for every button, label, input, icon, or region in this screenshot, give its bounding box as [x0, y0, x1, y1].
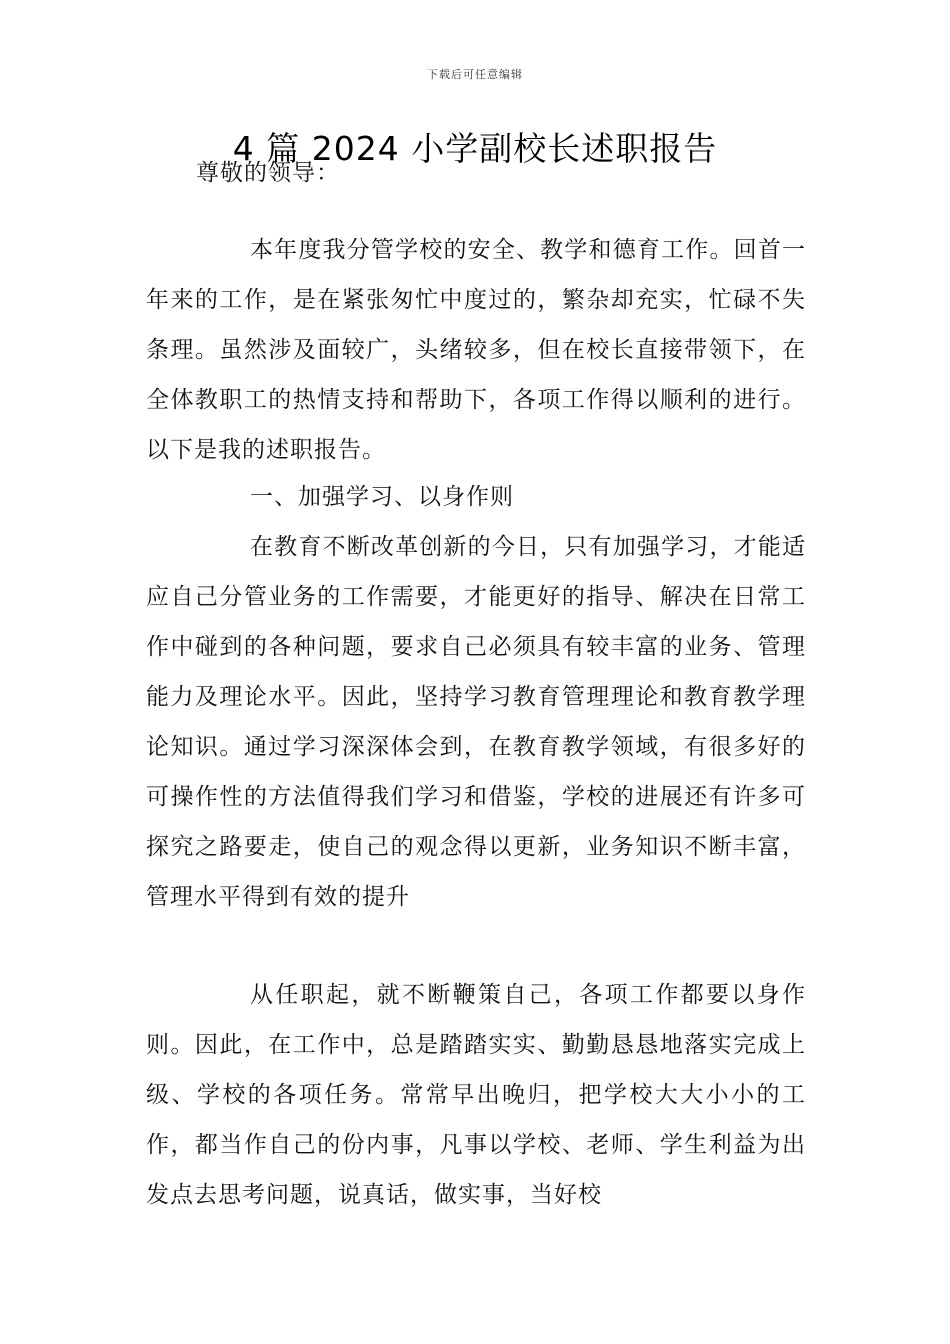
paragraph-intro: 本年度我分管学校的安全、教学和德育工作。回首一年来的工作，是在紧张匆忙中度过的，繁杂却充实，忙碌不失条理。虽然涉及面较广，头绪较多，但在校长直接带领下，在全体教职工的热情支持和帮助下，各项工作得以顺利的进行。以下是我的述职报告。 [146, 237, 806, 463]
document-title: 4 篇 2024 小学副校长述职报告 [232, 129, 718, 168]
greeting: 尊敬的领导： [196, 160, 340, 186]
page-header-note: 下载后可任意编辑 [427, 68, 523, 81]
paragraph-example: 从任职起，就不断鞭策自己，各项工作都要以身作则。因此，在工作中，总是踏踏实实、勤勤恳恳地落实完成上级、学校的各项任务。常常早出晚归，把学校大大小小的工作，都当作自己的份内事，凡事以学校、老师、学生利益为出发点去思考问题，说真话，做实事，当好校 [146, 982, 806, 1208]
paragraph-study: 在教育不断改革创新的今日，只有加强学习，才能适应自己分管业务的工作需要，才能更好的指导、解决在日常工作中碰到的各种问题，要求自己必须具有较丰富的业务、管理能力及理论水平。因此，坚持学习教育管理理论和教育教学理论知识。通过学习深深体会到，在教育教学领域，有很多好的可操作性的方法值得我们学习和借鉴，学校的进展还有许多可探究之路要走，使自己的观念得以更新，业务知识不断丰富，管理水平得到有效的提升 [146, 534, 806, 910]
section-heading-1: 一、加强学习、以身作则 [250, 484, 514, 510]
